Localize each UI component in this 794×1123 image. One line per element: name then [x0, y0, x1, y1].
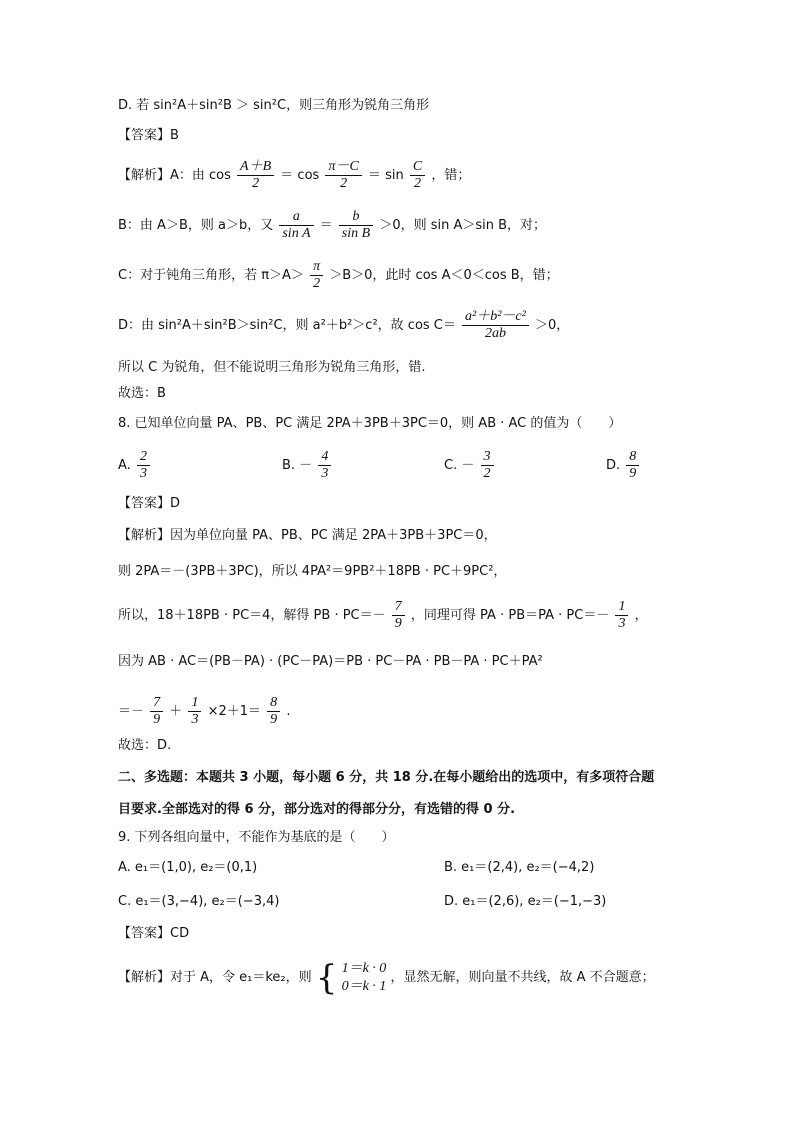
text-segment: D：由 sin²A＋sin²B＞sin²C，则 a²＋b²＞c²，故 cos C＝: [118, 318, 456, 333]
fraction: [279, 209, 313, 242]
question-8: 8. 已知单位向量 PA、PB、PC 满足 2PA＋3PB＋3PC＝0，则 AB · AC 的值为（ ）: [118, 416, 622, 431]
option-label: D.: [606, 458, 621, 473]
fraction: [410, 159, 425, 192]
choice-7: 故选：B: [118, 386, 166, 401]
text-segment: 【解析】A：由 cos: [118, 168, 231, 183]
denominator: 2: [252, 176, 260, 191]
numerator: b: [339, 209, 373, 226]
text-segment: ＞0，: [534, 318, 570, 333]
fraction: [392, 599, 405, 632]
analysis-b: [118, 206, 546, 246]
denominator: 9: [394, 616, 402, 631]
numerator: 7: [392, 599, 405, 616]
option-label: B.: [282, 458, 296, 473]
text-segment: 【解析】对于 A，令 e₁＝ke₂，则: [118, 970, 312, 985]
choice-8: 故选：D.: [118, 738, 172, 753]
numerator: 2: [137, 449, 150, 466]
numerator: 3: [481, 449, 494, 466]
analysis-8-line3: [118, 596, 648, 636]
text-segment: ，: [634, 608, 648, 623]
numerator: 8: [267, 695, 280, 712]
analysis-9-line1: [118, 956, 655, 1000]
answer-7: 【答案】B: [118, 128, 179, 143]
fraction: [318, 449, 331, 482]
option-d-statement: D. 若 sin²A＋sin²B ＞ sin²C，则三角形为锐角三角形: [118, 98, 430, 113]
q9-option-b: B. e₁＝(2,4), e₂＝(−4,2): [444, 860, 595, 875]
option-label: C.: [444, 458, 458, 473]
option-d: [606, 446, 641, 486]
fraction: [237, 159, 274, 192]
question-9: 9. 下列各组向量中，不能作为基底的是（ ）: [118, 830, 395, 845]
text-segment: ，显然无解，则向量不共线，故 A 不合题意；: [390, 970, 655, 985]
analysis-8-line5: [118, 692, 290, 732]
section-instructions: 目要求.全部选对的得 6 分，部分选对的得部分分，有选错的得 0 分.: [118, 802, 516, 817]
denominator: sin A: [282, 226, 311, 241]
sign: －: [461, 458, 475, 473]
fraction: [481, 449, 494, 482]
denominator: 9: [629, 466, 637, 481]
equation-system: [342, 960, 387, 996]
fraction: [310, 259, 323, 292]
equation-1: 1＝k · 0: [341, 960, 387, 976]
fraction: [188, 695, 201, 728]
denominator: 2: [414, 176, 422, 191]
text-segment: .: [286, 704, 291, 719]
analysis-8-line2: 则 2PA＝－(3PB＋3PC)，所以 4PA²＝9PB²＋18PB · PC＋9PC²，: [118, 564, 507, 579]
denominator: 3: [191, 712, 199, 727]
numerator: π－C: [325, 159, 361, 176]
denominator: 2ab: [484, 326, 506, 341]
analysis-8-line1: 【解析】因为单位向量 PA、PB、PC 满足 2PA＋3PB＋3PC＝0，: [118, 528, 497, 543]
denominator: 2: [483, 466, 491, 481]
text-segment: ＝ cos: [280, 168, 320, 183]
analysis-c: [118, 256, 559, 296]
denominator: 2: [340, 176, 348, 191]
sign: －: [299, 458, 313, 473]
brace-icon: {: [315, 957, 338, 998]
denominator: 3: [618, 616, 626, 631]
numerator: 7: [150, 695, 163, 712]
numerator: π: [310, 259, 323, 276]
numerator: 1: [188, 695, 201, 712]
numerator: a²＋b²－c²: [462, 309, 529, 326]
q9-option-c: C. e₁＝(3,−4), e₂＝(−3,4): [118, 894, 280, 909]
q9-option-d: D. e₁＝(2,6), e₂＝(−1,−3): [444, 894, 607, 909]
option-label: A.: [118, 458, 131, 473]
fraction: [615, 599, 628, 632]
fraction: [462, 309, 529, 342]
option-a: [118, 446, 152, 486]
denominator: 3: [139, 466, 147, 481]
text-segment: ＞0，则 sin A＞sin B，对；: [379, 218, 547, 233]
numerator: 8: [626, 449, 639, 466]
text-segment: 所以，18＋18PB · PC＝4，解得 PB · PC＝－: [118, 608, 386, 623]
text-segment: C：对于钝角三角形，若 π＞A＞: [118, 268, 304, 283]
denominator: sin B: [341, 226, 371, 241]
option-c: [444, 446, 496, 486]
text-segment: B：由 A＞B，则 a＞b，又: [118, 218, 274, 233]
text-segment: ＝ sin: [367, 168, 404, 183]
denominator: 9: [270, 712, 278, 727]
numerator: A＋B: [237, 159, 274, 176]
fraction: [626, 449, 639, 482]
denominator: 2: [313, 276, 321, 291]
answer-9: 【答案】CD: [118, 926, 190, 941]
text-segment: ，错；: [431, 168, 471, 183]
analysis-a: [118, 156, 470, 196]
conclusion-text: 所以 C 为锐角，但不能说明三角形为锐角三角形，错.: [118, 360, 426, 375]
text-segment: ＝－: [118, 704, 145, 719]
numerator: 1: [615, 599, 628, 616]
fraction: [267, 695, 280, 728]
text-segment: ×2＋1＝: [207, 704, 262, 719]
numerator: 4: [318, 449, 331, 466]
text-segment: ，同理可得 PA · PB＝PA · PC＝－: [410, 608, 610, 623]
answer-8: 【答案】D: [118, 496, 181, 511]
text-segment: ＝: [319, 218, 333, 233]
numerator: a: [279, 209, 313, 226]
text-segment: ＞B＞0，此时 cos A＜0＜cos B，错；: [329, 268, 559, 283]
analysis-8-line4: 因为 AB · AC＝(PB－PA) · (PC－PA)＝PB · PC－PA · PB－PA · PC＋PA²: [118, 654, 543, 669]
equation-2: 0＝k · 1: [341, 978, 387, 994]
section-heading: 二、多选题：本题共 3 小题，每小题 6 分，共 18 分.在每小题给出的选项中，有多项符合题: [118, 770, 655, 785]
denominator: 9: [153, 712, 161, 727]
numerator: C: [410, 159, 425, 176]
q9-option-a: A. e₁＝(1,0), e₂＝(0,1): [118, 860, 258, 875]
analysis-d: [118, 306, 569, 346]
denominator: 3: [321, 466, 329, 481]
fraction: [339, 209, 373, 242]
text-segment: ＋: [169, 704, 183, 719]
fraction: [325, 159, 361, 192]
fraction: [137, 449, 150, 482]
option-b: [282, 446, 333, 486]
fraction: [150, 695, 163, 728]
